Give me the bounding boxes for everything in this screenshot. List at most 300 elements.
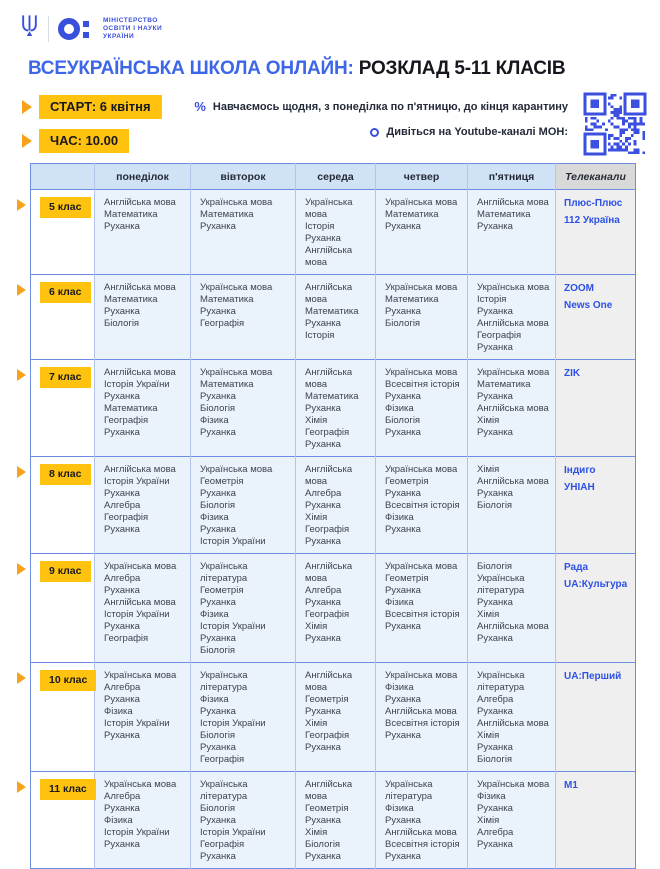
- subject-item: Англійська мова: [305, 670, 353, 693]
- class-cell: [31, 457, 95, 554]
- subject-item: Українська мова: [477, 282, 550, 293]
- subject-item: Руханка: [104, 730, 140, 741]
- subject-item: Хімія: [305, 621, 328, 632]
- subject-item: Біологія: [305, 839, 341, 850]
- day-cell: [376, 275, 468, 360]
- subject-item: Руханка: [385, 391, 421, 402]
- day-cell: [468, 275, 556, 360]
- qr-code: [582, 91, 648, 157]
- day-cell: [95, 663, 191, 772]
- subject-item: Алгебра: [104, 791, 141, 802]
- day-cell: [468, 772, 556, 869]
- subject-item: Англійська мова: [477, 197, 549, 208]
- subject-item: Українська мова: [104, 670, 177, 681]
- subject-item: Алгебра: [104, 682, 141, 693]
- day-cell: [468, 190, 556, 275]
- subject-item: Географія: [200, 318, 245, 329]
- subject-item: Руханка: [200, 391, 236, 402]
- subject-item: Руханка: [305, 500, 341, 511]
- subject-item: Руханка: [477, 391, 513, 402]
- day-cell: [376, 663, 468, 772]
- subject-item: Руханка: [305, 706, 341, 717]
- subject-item: Біологія: [200, 803, 236, 814]
- subject-item: Англійська мова: [104, 597, 176, 608]
- subject-item: Руханка: [104, 803, 140, 814]
- subject-item: Історія України: [200, 827, 266, 838]
- row-arrow-icon: [17, 563, 26, 575]
- class-badge: 11 клас: [40, 779, 96, 800]
- subject-item: Англійська мова: [305, 464, 353, 487]
- subject-item: Англійська мова: [305, 367, 353, 390]
- subject-item: Фізика: [385, 682, 414, 693]
- subject-item: Алгебра: [305, 488, 342, 499]
- subject-item: Історія України: [104, 379, 170, 390]
- subject-item: Геометрія: [305, 694, 349, 705]
- logo-divider: [48, 16, 49, 42]
- subject-item: Фізика: [104, 706, 133, 717]
- day-cell: [95, 275, 191, 360]
- subject-item: Геометрія: [200, 585, 244, 596]
- day-cell: [376, 190, 468, 275]
- subject-item: Фізика: [477, 791, 506, 802]
- channel-item: Рада: [564, 562, 589, 573]
- day-cell: [296, 663, 376, 772]
- subject-item: Руханка: [200, 524, 236, 535]
- subject-item: Алгебра: [477, 827, 514, 838]
- subject-item: Географія: [104, 633, 149, 644]
- subject-item: Руханка: [200, 597, 236, 608]
- channels-cell: [556, 554, 636, 663]
- subject-item: Руханка: [200, 306, 236, 317]
- row-arrow-icon: [17, 781, 26, 793]
- subject-item: Фізика: [385, 512, 414, 523]
- subject-item: Українська мова: [104, 561, 177, 572]
- subject-item: Руханка: [477, 306, 513, 317]
- subject-item: Руханка: [305, 597, 341, 608]
- subject-item: Руханка: [385, 221, 421, 232]
- subject-item: Математика: [477, 209, 531, 220]
- channels-cell: [556, 772, 636, 869]
- day-cell: [191, 275, 296, 360]
- subject-item: Математика: [104, 209, 158, 220]
- subject-item: Руханка: [477, 221, 513, 232]
- channel-item: ZOOM: [564, 283, 594, 294]
- subject-item: Хімія: [305, 718, 328, 729]
- subject-item: Хімія: [305, 827, 328, 838]
- subject-item: Руханка: [200, 633, 236, 644]
- subject-item: Історія України: [200, 536, 266, 547]
- subject-item: Географія: [305, 730, 350, 741]
- subject-item: Руханка: [200, 427, 236, 438]
- subject-item: Руханка: [385, 621, 421, 632]
- subject-item: Руханка: [200, 742, 236, 753]
- column-header-day: середа: [296, 164, 376, 190]
- channel-item: UA:Культура: [564, 579, 628, 590]
- subject-item: Всесвітня історія: [385, 379, 460, 390]
- subject-item: Географія: [305, 524, 350, 535]
- subject-item: Геометрія: [305, 803, 349, 814]
- class-badge: 9 клас: [40, 561, 91, 582]
- subject-item: Англійська мова: [104, 282, 176, 293]
- day-cell: [468, 663, 556, 772]
- column-header-day: понеділок: [95, 164, 191, 190]
- class-badge: 5 клас: [40, 197, 91, 218]
- subject-item: Англійська мова: [477, 718, 549, 729]
- subject-item: Українська мова: [200, 367, 273, 378]
- subject-item: Хімія: [477, 730, 500, 741]
- subject-item: Історія України: [104, 827, 170, 838]
- subject-item: Руханка: [305, 403, 341, 414]
- table-corner-cell: [31, 164, 95, 190]
- column-header-day: вівторок: [191, 164, 296, 190]
- channels-cell: [556, 275, 636, 360]
- subject-item: Геометрія: [385, 573, 429, 584]
- class-cell: [31, 772, 95, 869]
- subject-item: Руханка: [477, 488, 513, 499]
- subject-item: Фізика: [200, 415, 229, 426]
- subject-item: Біологія: [200, 645, 236, 656]
- subject-item: Алгебра: [477, 694, 514, 705]
- day-cell: [376, 772, 468, 869]
- day-cell: [376, 360, 468, 457]
- channel-item: 112 Україна: [564, 215, 620, 226]
- notes: [194, 99, 568, 138]
- subject-item: Математика: [305, 391, 359, 402]
- subject-item: Біологія: [200, 500, 236, 511]
- subject-item: Руханка: [104, 839, 140, 850]
- day-cell: [191, 772, 296, 869]
- ministry-logo: [20, 13, 162, 45]
- subject-item: Руханка: [385, 730, 421, 741]
- channel-item: УНІАН: [564, 482, 595, 493]
- start-badge-row: [22, 95, 162, 119]
- class-badge: 8 клас: [40, 464, 91, 485]
- subject-item: Математика: [385, 294, 439, 305]
- day-cell: [191, 554, 296, 663]
- subject-item: Географія: [200, 754, 245, 765]
- subject-item: Англійська мова: [477, 403, 549, 414]
- subject-item: Українська мова: [385, 464, 458, 475]
- subject-item: Українська література: [200, 670, 248, 693]
- subject-item: Руханка: [104, 488, 140, 499]
- day-cell: [468, 457, 556, 554]
- mon-logo-icon: [58, 18, 89, 40]
- subject-item: Фізика: [200, 609, 229, 620]
- subject-item: Хімія: [477, 464, 500, 475]
- subject-item: Українська мова: [385, 561, 458, 572]
- subject-item: Українська мова: [200, 282, 273, 293]
- channel-item: Плюс-Плюс: [564, 198, 623, 209]
- note-youtube-prefix: Дивіться на: [386, 126, 455, 138]
- subject-item: Всесвітня історія: [385, 718, 460, 729]
- subject-item: Математика: [104, 294, 158, 305]
- schedule-table: [30, 163, 636, 869]
- subject-item: Руханка: [477, 742, 513, 753]
- page-title-dark: РОЗКЛАД 5-11 КЛАСІВ: [358, 58, 566, 79]
- subject-item: Англійська мова: [104, 464, 176, 475]
- subject-item: Українська мова: [477, 779, 550, 790]
- note-youtube-text: [386, 126, 568, 138]
- class-cell: [31, 663, 95, 772]
- subject-item: Руханка: [305, 851, 341, 862]
- subject-item: Українська література: [200, 561, 248, 584]
- subject-item: Українська мова: [385, 367, 458, 378]
- subject-item: Руханка: [305, 815, 341, 826]
- channel-item: News One: [564, 300, 613, 311]
- day-cell: [95, 457, 191, 554]
- subject-item: Англійська мова: [385, 706, 457, 717]
- subject-item: Руханка: [305, 318, 341, 329]
- subject-item: Англійська мова: [385, 827, 457, 838]
- subject-item: Руханка: [104, 585, 140, 596]
- subject-item: Українська мова: [385, 282, 458, 293]
- subject-item: Історія: [305, 330, 335, 341]
- subject-item: Історія: [477, 294, 507, 305]
- row-arrow-icon: [17, 466, 26, 478]
- subject-item: Українська мова: [477, 367, 550, 378]
- subject-item: Біологія: [200, 403, 236, 414]
- subject-item: Руханка: [385, 815, 421, 826]
- day-cell: [468, 360, 556, 457]
- subject-item: Англійська мова: [477, 621, 549, 632]
- subject-item: Англійська мова: [305, 245, 353, 268]
- subject-item: Біологія: [385, 415, 421, 426]
- subject-item: Руханка: [477, 342, 513, 353]
- subject-item: Руханка: [385, 694, 421, 705]
- channel-item: Індиго: [564, 465, 596, 476]
- subject-item: Географія: [104, 512, 149, 523]
- channels-cell: [556, 360, 636, 457]
- subject-item: Англійська мова: [305, 282, 353, 305]
- channels-cell: [556, 663, 636, 772]
- subject-item: Фізика: [385, 403, 414, 414]
- subject-item: Руханка: [104, 391, 140, 402]
- day-cell: [296, 772, 376, 869]
- subject-item: Руханка: [200, 815, 236, 826]
- subject-item: Географія: [305, 427, 350, 438]
- subject-item: Біологія: [200, 730, 236, 741]
- day-cell: [191, 457, 296, 554]
- subject-item: Геометрія: [200, 476, 244, 487]
- subject-item: Математика: [104, 403, 158, 414]
- day-cell: [95, 554, 191, 663]
- class-cell: [31, 554, 95, 663]
- subject-item: Українська мова: [385, 197, 458, 208]
- subject-item: Історія України: [200, 718, 266, 729]
- note-youtube: [370, 126, 568, 138]
- subject-item: Руханка: [104, 306, 140, 317]
- subject-item: Математика: [477, 379, 531, 390]
- subject-item: Руханка: [200, 488, 236, 499]
- subject-item: Всесвітня історія: [385, 609, 460, 620]
- subject-item: Українська література: [477, 670, 525, 693]
- subject-item: Руханка: [305, 536, 341, 547]
- subject-item: Англійська мова: [305, 561, 353, 584]
- subject-item: Історія України: [104, 476, 170, 487]
- subject-item: Українська мова: [305, 197, 353, 220]
- subject-item: Руханка: [477, 427, 513, 438]
- day-cell: [376, 457, 468, 554]
- subject-item: Руханка: [104, 694, 140, 705]
- subject-item: Географія: [477, 330, 522, 341]
- subject-item: Руханка: [385, 306, 421, 317]
- subject-item: Англійська мова: [305, 779, 353, 802]
- subject-item: Алгебра: [104, 500, 141, 511]
- subject-item: Руханка: [385, 524, 421, 535]
- subject-item: Англійська мова: [104, 197, 176, 208]
- day-cell: [95, 360, 191, 457]
- day-cell: [296, 457, 376, 554]
- channel-item: ZIK: [564, 368, 581, 379]
- ministry-line: МІНІСТЕРСТВО: [103, 17, 158, 24]
- subject-item: Руханка: [385, 851, 421, 862]
- subject-item: Алгебра: [104, 573, 141, 584]
- day-cell: [191, 360, 296, 457]
- arrow-icon: [22, 134, 32, 148]
- subject-item: Руханка: [477, 633, 513, 644]
- subject-item: Руханка: [385, 585, 421, 596]
- subject-item: Українська мова: [385, 670, 458, 681]
- subject-item: Руханка: [200, 851, 236, 862]
- subject-item: Математика: [200, 294, 254, 305]
- subject-item: Англійська мова: [477, 318, 549, 329]
- subject-item: Математика: [305, 306, 359, 317]
- subject-item: Географія: [104, 415, 149, 426]
- subject-item: Хімія: [305, 415, 328, 426]
- subject-item: Руханка: [477, 839, 513, 850]
- day-cell: [376, 554, 468, 663]
- arrow-icon: [22, 100, 32, 114]
- subject-item: Історія: [305, 221, 335, 232]
- subject-item: Геометрія: [385, 476, 429, 487]
- page-title-blue: ВСЕУКРАЇНСЬКА ШКОЛА ОНЛАЙН:: [28, 58, 359, 79]
- subject-item: Біологія: [385, 318, 421, 329]
- channels-cell: [556, 190, 636, 275]
- note-schedule: [194, 99, 568, 114]
- subject-item: Математика: [200, 379, 254, 390]
- column-header-day: четвер: [376, 164, 468, 190]
- class-badge: 7 клас: [40, 367, 91, 388]
- subject-item: Фізика: [200, 694, 229, 705]
- subject-item: Руханка: [104, 524, 140, 535]
- subject-item: Історія України: [104, 718, 170, 729]
- day-cell: [468, 554, 556, 663]
- subject-item: Хімія: [477, 815, 500, 826]
- subject-item: Біологія: [477, 561, 513, 572]
- subject-item: Хімія: [477, 415, 500, 426]
- subject-item: Руханка: [104, 221, 140, 232]
- subject-item: Українська література: [477, 573, 525, 596]
- class-badge: 6 клас: [40, 282, 91, 303]
- column-header-day: п'ятниця: [468, 164, 556, 190]
- subject-item: Англійська мова: [477, 476, 549, 487]
- time-badge-row: [22, 129, 162, 153]
- subject-item: Руханка: [305, 439, 341, 450]
- subject-item: Руханка: [305, 233, 341, 244]
- subject-item: Фізика: [104, 815, 133, 826]
- subject-item: Українська мова: [104, 779, 177, 790]
- page-title: [28, 58, 565, 80]
- subject-item: Руханка: [104, 427, 140, 438]
- start-badge: СТАРТ: 6 квітня: [39, 95, 162, 119]
- subject-item: Руханка: [477, 597, 513, 608]
- channels-cell: [556, 457, 636, 554]
- subject-item: Руханка: [104, 621, 140, 632]
- subject-item: Географія: [200, 839, 245, 850]
- day-cell: [296, 554, 376, 663]
- subject-item: Руханка: [305, 742, 341, 753]
- time-badge: ЧАС: 10.00: [39, 129, 129, 153]
- day-cell: [191, 190, 296, 275]
- channel-item: M1: [564, 780, 578, 791]
- subject-item: Руханка: [385, 427, 421, 438]
- day-cell: [296, 275, 376, 360]
- subject-item: Математика: [385, 209, 439, 220]
- percent-icon: %: [194, 99, 206, 114]
- row-arrow-icon: [17, 284, 26, 296]
- row-arrow-icon: [17, 199, 26, 211]
- ministry-name: [103, 17, 162, 41]
- subject-item: Фізика: [385, 803, 414, 814]
- subject-item: Українська література: [385, 779, 433, 802]
- subject-item: Хімія: [477, 609, 500, 620]
- subject-item: Історія України: [104, 609, 170, 620]
- schedule: [30, 163, 636, 869]
- subject-item: Фізика: [200, 512, 229, 523]
- subject-item: Математика: [200, 209, 254, 220]
- subject-item: Всесвітня історія: [385, 500, 460, 511]
- ministry-line: УКРАЇНИ: [103, 33, 135, 40]
- subject-item: Руханка: [385, 488, 421, 499]
- subject-item: Фізика: [385, 597, 414, 608]
- class-cell: [31, 190, 95, 275]
- subject-item: Алгебра: [305, 585, 342, 596]
- day-cell: [95, 190, 191, 275]
- subject-item: Українська мова: [200, 197, 273, 208]
- subject-item: Хімія: [305, 512, 328, 523]
- column-header-channels: Телеканали: [556, 164, 636, 190]
- subject-item: Біологія: [104, 318, 140, 329]
- channel-item: UA:Перший: [564, 671, 622, 682]
- circle-icon: [370, 128, 379, 137]
- subject-item: Руханка: [200, 221, 236, 232]
- subject-item: Українська література: [200, 779, 248, 802]
- day-cell: [296, 190, 376, 275]
- subject-item: Географія: [305, 609, 350, 620]
- subject-item: Руханка: [200, 706, 236, 717]
- subject-item: Всесвітня історія: [385, 839, 460, 850]
- ministry-line: ОСВІТИ І НАУКИ: [103, 25, 163, 32]
- subject-item: Біологія: [477, 500, 513, 511]
- class-badge: 10 клас: [40, 670, 96, 691]
- day-cell: [296, 360, 376, 457]
- class-cell: [31, 360, 95, 457]
- subject-item: Українська мова: [200, 464, 273, 475]
- subject-item: Біологія: [477, 754, 513, 765]
- badges: [22, 95, 162, 153]
- subject-item: Руханка: [477, 803, 513, 814]
- row-arrow-icon: [17, 672, 26, 684]
- row-arrow-icon: [17, 369, 26, 381]
- subject-item: Руханка: [477, 706, 513, 717]
- subject-item: Історія України: [200, 621, 266, 632]
- subject-item: Руханка: [305, 633, 341, 644]
- day-cell: [95, 772, 191, 869]
- subject-item: Англійська мова: [104, 367, 176, 378]
- note-schedule-text: Навчаємось щодня, з понеділка по п'ятницю, до кінця карантину: [212, 100, 568, 113]
- trident-icon: [20, 13, 39, 45]
- class-cell: [31, 275, 95, 360]
